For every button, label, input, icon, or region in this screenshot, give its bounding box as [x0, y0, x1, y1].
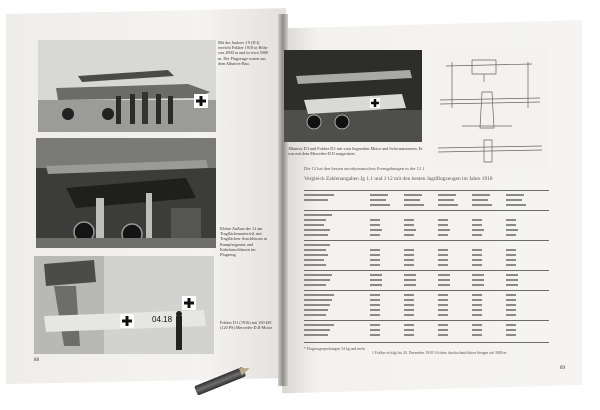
caption-photo-2: Kleine Aufbau der 12 am Tragflächenunterteil, mit Tragflächen-Anschlüssen in Rumpfsegment und Kabelanschlüssen im Flugzeug.	[220, 226, 267, 258]
table-intro: Die 12 hat den besten aerodynamischen Formgebungen in der 12.1	[304, 166, 425, 171]
photo-biplane-tail	[34, 256, 214, 354]
footnote-a: 1 Fokker erfolgt bis 20. Dezember 1918 3.6 ohne durchschnittlichen Steigen auf 3000 m	[372, 351, 507, 355]
comparison-table	[304, 190, 549, 350]
table-title: Vergleich Zahlenangaben Jg 1.1 und J 12 mit den besten Jagdflugzeugen im Jahre 1918	[304, 176, 493, 182]
left-page-number: 88	[34, 358, 39, 363]
three-view-drawing	[432, 48, 548, 168]
aircraft-marking: 04.18	[152, 315, 173, 324]
caption-photo-right: Albatros D.I und Fokker D.I mit vorn liegendem Motor und Schwanzsteuern. Er war mit dem Mercedes-D.II ausgerüstet.	[288, 146, 423, 157]
photo-aircraft-with-crew	[38, 40, 216, 132]
caption-photo-3: Fokker D.I (1916) mit 100 kW (120 PS) Mercedes-D.II-Motor	[220, 320, 273, 331]
photo-aircraft-on-field	[284, 50, 422, 142]
footnote-b: * Flugzeugerprobungen 54 kg und mehr	[304, 347, 366, 351]
photo-hangar-assembly	[36, 138, 216, 248]
caption-photo-1: Mit der Junkers J 9 (D.I) erreicht Fokker 1918 in Höhe von 2000 m und in etwa 5000 m. Die Flugzeuge waren aus dem Albatros-Bau.	[218, 40, 269, 66]
right-page-number: 89	[560, 366, 565, 371]
